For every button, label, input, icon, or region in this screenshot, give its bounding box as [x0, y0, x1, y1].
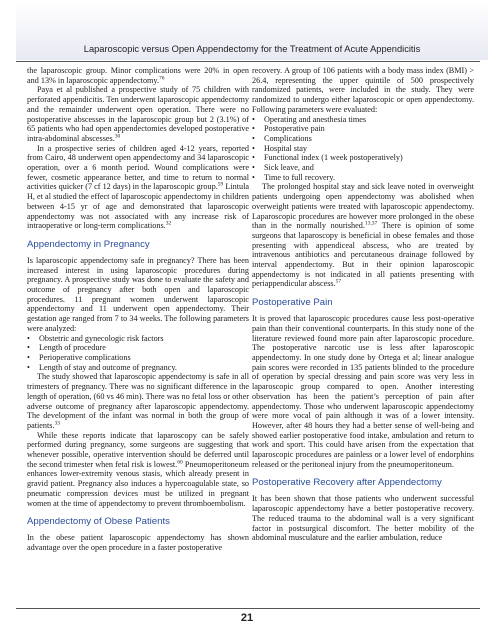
list-item: • Hospital stay — [252, 144, 474, 154]
citation: 57 — [335, 278, 342, 285]
paragraph: The prolonged hospital stay and sick leave noted in overweight patients undergoing open appendectomy was abolished when overweight patients were treated with laparoscopic appendectomy. Laparoscopic procedures are however more prolonged in the obese than in the normally nourished.$^{13,37}$ There is opinion of some surgeons that laparoscopy is beneficial in obese females and those presenting with appendiceal abscess, who are treated by intravenous antibiotics and percutaneous drainage followed by interval appendectomy. But in their opinion laparoscopic appendectomy is not indicated in all patients presenting with periappendicular abscess.$^{57}$ — [252, 182, 474, 289]
running-head: Laparoscopic versus Open Appendectomy for the Treatment of Acute Appendicitis — [83, 44, 421, 54]
citation: 30 — [114, 133, 121, 140]
parameter-list — [27, 334, 249, 373]
list-item: • Length of procedure — [27, 343, 249, 353]
citation: 33 — [54, 420, 61, 427]
right-column — [252, 66, 474, 606]
list-item: • Complications — [252, 134, 474, 144]
section-heading-recovery: Postoperative Recovery after Appendectomy — [252, 477, 442, 489]
citation: 13,37 — [364, 220, 378, 227]
paragraph: Paya et al published a prospective study of 75 children with perforated appendicitis. Ten underwent laparoscopic appendectomy and the remainder underwent open operation. There were no postoperative abscesses in the laparoscopic group but 2 (3.1%) of 65 patients who had open appendectomies developed postoperative intra-abdominal abscesses.$^{30}$ — [27, 85, 249, 143]
paragraph: While these reports indicate that laparoscopy can be safely performed during pregnancy, some surgeons are suggesting that whenever possible, operative intervention should be deferred until the second trimester when fetal risk is lowest.$^{60}$ Pneumoperitoneum enhances lower-extremity venous stasis, which already present in gravid patient. Pregnancy also induces a hypercoagulable state, so pneumatic compression devices must be utilized in pregnant women at the time of appendectomy to prevent thromboembolism. — [27, 430, 249, 508]
paragraph: It is proved that laparoscopic procedures cause less post-operative pain than their conventional counterparts. In this study none of the literature reviewed found more pain after laparoscopic procedure. The postoperative narcotic use is less after laparoscopic appendectomy. In one study done by Ortega et al; linear analogue pain scores were recorded in 135 patients blinded to the procedure of operation by special dressing and pain score was very less in laparoscopic group compared to open. Another interesting observation has been the patient’s perception of pain after appendectomy. Those who underwent laparoscopic appendectomy were more vocal of pain although it was of a lower intensity. However, after 48 hours they had a better sense of well-being and showed earlier postoperative food intake, ambulation and return to work and sport. This could have arisen from the expectation that laparoscopic procedures are painless or a lower level of endorphins released or the peritoneal injury from the pneumoperitoneum. — [252, 314, 474, 469]
list-item: • Sick leave, and — [252, 163, 474, 173]
paragraph: It has been shown that those patients who underwent successful laparoscopic appendectomy have a better postoperative recovery. The reduced trauma to the abdominal wall is a very significant factor in postsurgical discomfort. The better mobility of the abdominal musculature and the earlier ambulation, reduce — [252, 494, 474, 543]
header-rule — [16, 61, 480, 62]
page-number: 21 — [240, 612, 254, 624]
list-item: • Time to full recovery. — [252, 173, 474, 183]
list-item: • Functional index (1 week postoperatively) — [252, 153, 474, 163]
list-item: • Perioperative complications — [27, 353, 249, 363]
footer-rule — [16, 608, 480, 609]
section-heading-obese: Appendectomy of Obese Patients — [27, 516, 170, 528]
section-heading-pregnancy: Appendectomy in Pregnancy — [27, 238, 150, 250]
list-item: • Length of stay and outcome of pregnancy. — [27, 363, 249, 373]
paragraph: In a prospective series of children aged 4-12 years, reported from Cairo, 48 underwent open appendectomy and 34 laparoscopic operation, over a 6 month period. Wound complications were fewer, cosmetic appearance better, and time to return to normal activities quicker (7 cf 12 days) in the laparoscopic group.$^{59}$ Lintula H, et al studied the effect of laparoscopic appendectomy in children between 4-15 yr of age and demonstrated that laparoscopic appendectomy was not associated with any increase risk of intraoperative or long-term complications.$^{32}$ — [27, 143, 249, 231]
left-column — [27, 66, 249, 606]
paragraph: the laparoscopic group. Minor complications were 20% in open and 13% in laparoscopic appendectomy.$^{76}$ — [27, 66, 249, 85]
section-heading-pain: Postoperative Pain — [252, 297, 333, 309]
paragraph: recovery. A group of 106 patients with a body mass index (BMI) > 26.4, representing the upper quintile of 500 prospectively randomized patients, were included in the study. They were randomized to undergo either laparoscopic or open appendectomy. Following parameters were evaluated: — [252, 66, 474, 114]
paragraph: Is laparoscopic appendectomy safe in pregnancy? There has been increased interest in using laparoscopic procedures during pregnancy. A prospective study was done to evaluate the safety and outcome of pregnancy after both open and laparoscopic procedures. 11 pregnant women underwent laparoscopic appendectomy and 11 underwent open appendectomy. Their gestation age ranged from 7 to 34 weeks. The following parameters were analyzed: — [27, 255, 249, 333]
paragraph: In the obese patient laparoscopic appendectomy has shown advantage over the open procedure in a faster postoperative — [27, 533, 249, 552]
list-item: • Obstetric and gynecologic risk factors — [27, 334, 249, 344]
paragraph: The study showed that laparoscopic appendectomy is safe in all trimesters of pregnancy. There was no significant difference in the length of operation, (60 vs 46 min). There was no fetal loss or other adverse outcome of pregnancy after laparoscopic appendectomy. The development of the infant was normal in both the group of patients.$^{33}$ — [27, 372, 249, 430]
parameter-list — [252, 115, 474, 183]
citation: 32 — [165, 220, 172, 227]
citation: 60 — [177, 458, 183, 465]
list-item: • Operating and anesthesia times — [252, 115, 474, 125]
citation: 59 — [217, 181, 224, 188]
list-item: • Postoperative pain — [252, 124, 474, 134]
citation: 76 — [159, 74, 165, 81]
